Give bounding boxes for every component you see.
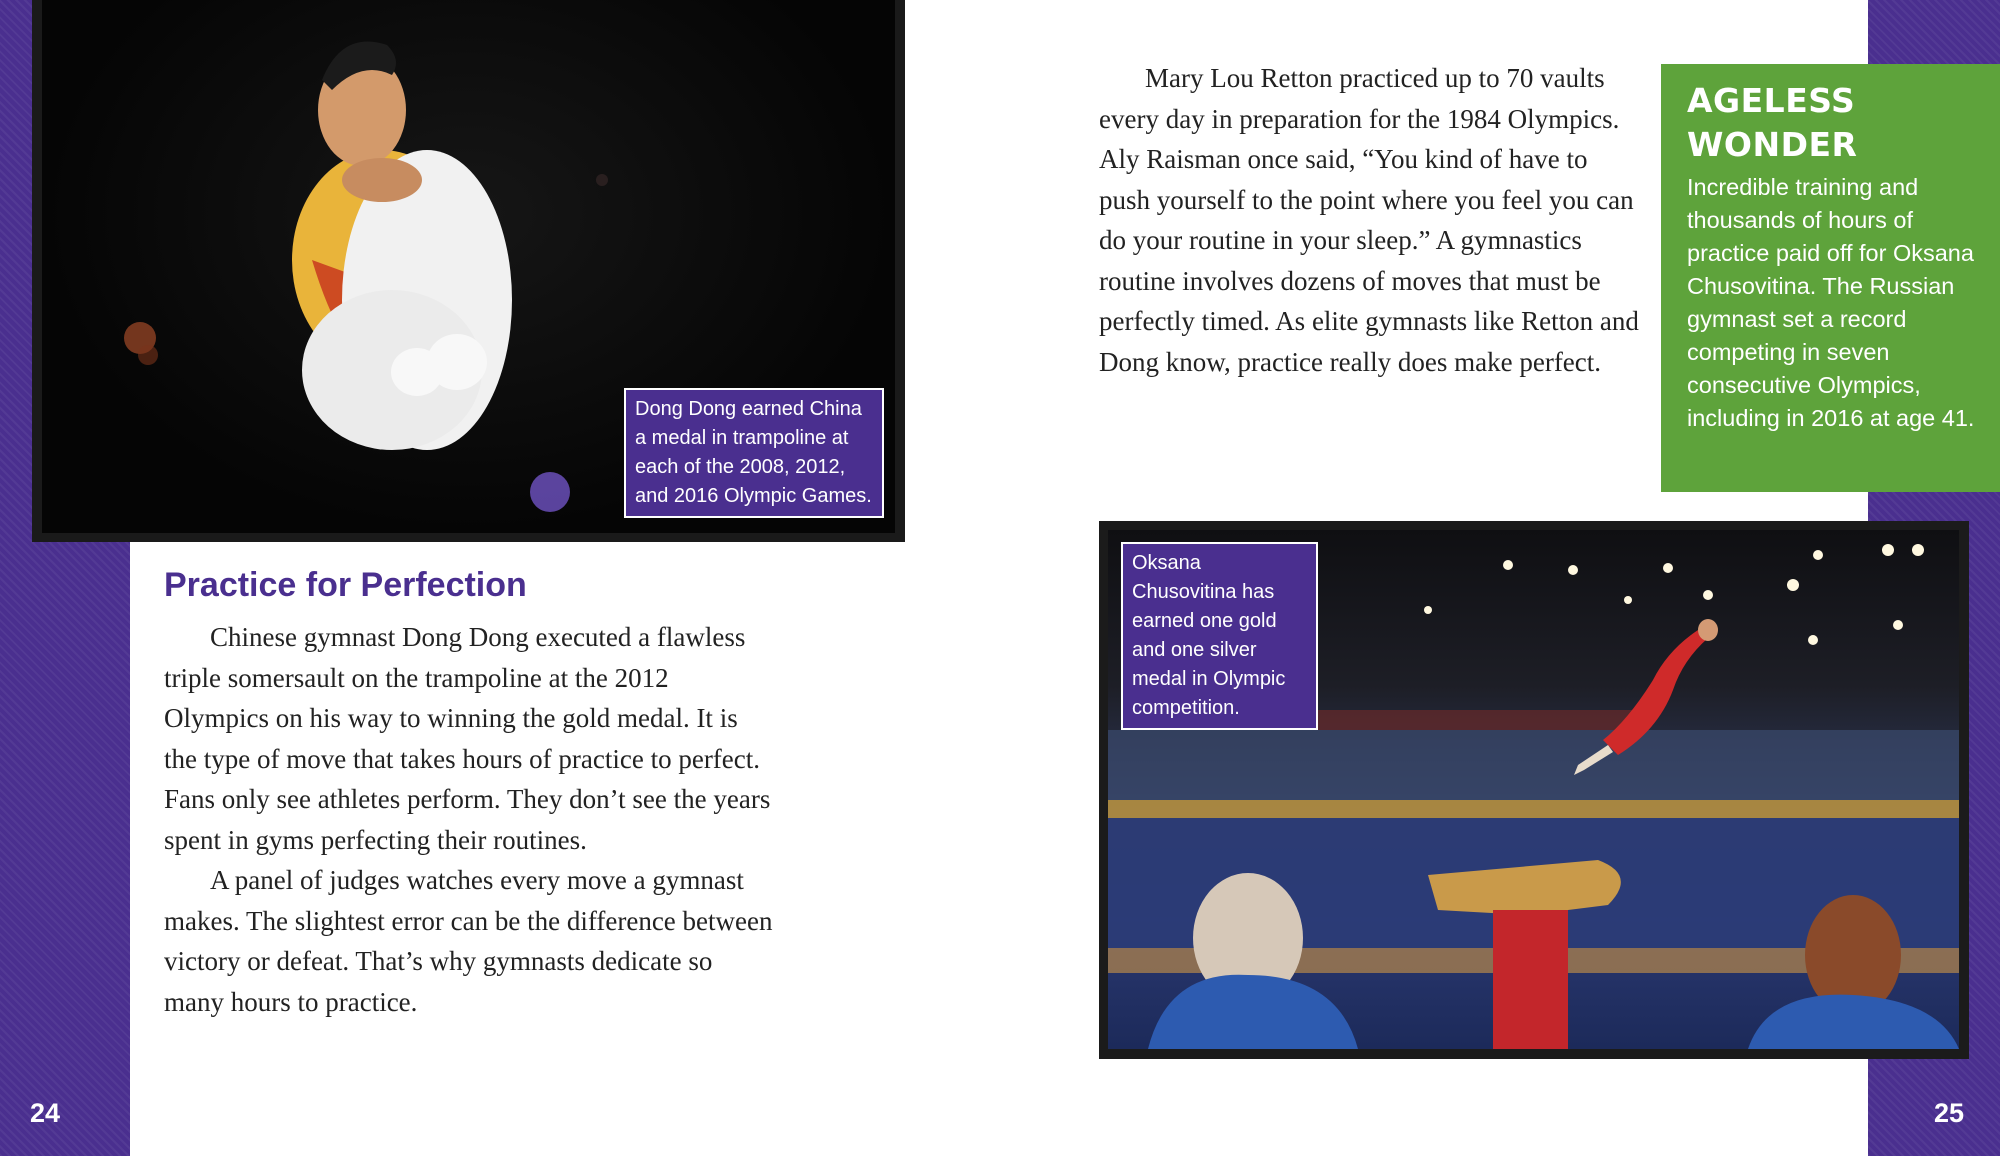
left-body-text [164,617,774,1022]
left-page-number: 24 [30,1098,61,1128]
vault-photo-frame [1099,521,1969,1059]
trampoline-photo-frame [32,0,905,542]
sidebar-body: Incredible training and thousands of hours of practice paid off for Oksana Chusovitina. The Russian gymnast set a record competing in seven consecutive Olympics, including in 2016 at age 41. [1687,174,1975,431]
ageless-wonder-sidebar [1661,64,2000,492]
trampoline-photo-caption: Dong Dong earned China a medal in trampoline at each of the 2008, 2012, and 2016 Olympic Games. [624,388,884,518]
sidebar-title: AGELESS WONDER [1687,81,1858,164]
left-paragraph-1: Chinese gymnast Dong Dong executed a flawless triple somersault on the trampoline at the 2012 Olympics on his way to winning the gold medal. It is the type of move that takes hours of practice to perfect. Fans only see athletes perform. They don’t see the years spent in gyms perfecting their routines. [164,622,771,855]
vault-photo-caption: Oksana Chusovitina has earned one gold and one silver medal in Olympic competition. [1121,542,1318,730]
right-body-text [1099,58,1639,382]
left-paragraph-2: A panel of judges watches every move a gymnast makes. The slightest error can be the difference between victory or defeat. That’s why gymnasts dedicate so many hours to practice. [164,865,773,1017]
section-heading: Practice for Perfection [164,566,527,604]
right-page-number: 25 [1934,1098,1965,1128]
right-paragraph: Mary Lou Retton practiced up to 70 vaults every day in preparation for the 1984 Olympics. Aly Raisman once said, “You kind of have to push yourself to the point where you feel you can do your routine in your sleep.” A gymnastics routine involves dozens of moves that must be perfectly timed. As elite gymnasts like Retton and Dong know, practice really does make perfect. [1099,63,1639,377]
